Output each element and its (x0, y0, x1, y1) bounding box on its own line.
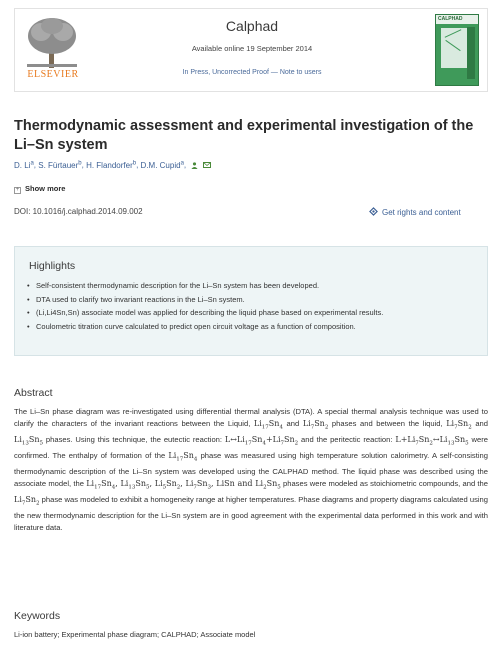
email-icon[interactable] (203, 162, 211, 168)
get-rights-link[interactable]: Get rights and content (369, 207, 461, 217)
plus-icon: + (15, 187, 20, 193)
journal-cover-image[interactable] (435, 14, 479, 86)
journal-title[interactable]: Calphad (225, 18, 279, 34)
author-link[interactable]: H. Flandorfer$^b$ (86, 160, 137, 170)
person-icon[interactable] (191, 162, 198, 169)
article-title: Thermodynamic assessment and experimental investigation of the Li–Sn system (14, 118, 474, 153)
available-online-date: Available online 19 September 2014 (191, 44, 313, 53)
in-press-link[interactable]: In Press, Uncorrected Proof (182, 69, 269, 76)
highlights-list (27, 280, 479, 334)
rights-icon (369, 207, 378, 216)
publisher-name: ELSEVIER (27, 69, 79, 80)
cover-panel (441, 28, 467, 68)
author-link[interactable]: D. Li$^a$ (14, 160, 34, 170)
cover-label: CALPHAD (438, 16, 463, 22)
cover-strip (467, 27, 475, 79)
author-list: D. Li$^a$, S. Fürtauer$^b$, H. Flandorfer$^b$, D.M. Cupid$^a$, (14, 160, 488, 170)
note-to-users-link[interactable]: Note to users (279, 69, 322, 76)
abstract-text: The Li–Sn phase diagram was re-investigated using differential thermal analysis (DTA). A special thermal analysis technique was used to clarify the characters of the invariant reactions between the Liquid, $Li_{17}Sn_4$ and $Li_7Sn_2$ phases and between the liquid, $Li_7Sn_2$ and $Li_{13}Sn_5$ phases. Using this technique, the eutectic reaction: $L\leftrightarrow Li_{17}Sn_4+Li_7Sn_2$ and the peritectic reaction: $L+Li_7Sn_2\leftrightarrow Li_{13}Sn_5$ were confirmed. The enthalpy of formation of the $Li_{17}Sn_4$ phase was measured using high temperature solution calorimetry. A self-consisting thermodynamic description of the Li–Sn system was developed using the CALPHAD method. The liquid phase was described using the associate model, the $Li_{17}Sn_4$, $Li_{13}Sn_5$, $Li_5Sn_2$, $Li_7Sn_3$, LiSn and $Li_2Sn_5$ phases were modeled as stoichiometric compounds, and the $Li_7Sn_2$ phase was modeled to exhibit a homogeneity range at higher temperatures. Phase diagrams and property diagrams calculated using the new thermodynamic description for the Li–Sn system are in good agreement with the experimental data performed in this work and with literature data. (14, 407, 488, 533)
abstract-heading: Abstract (14, 387, 53, 399)
highlight-item: • DTA used to clarify two invariant reactions in the Li–Sn system. (27, 294, 479, 306)
separator: — (268, 69, 280, 76)
highlights-section (14, 246, 488, 356)
highlight-item: • (Li,Li4Sn,Sn) associate model was applied for describing the liquid phase based on experimental results. (27, 307, 479, 319)
author-link[interactable]: S. Fürtauer$^b$ (38, 160, 82, 170)
show-more-button[interactable]: + Show more (15, 184, 66, 193)
doi-link[interactable]: DOI: 10.1016/j.calphad.2014.09.002 (14, 207, 143, 216)
highlights-heading: Highlights (29, 260, 76, 272)
journal-header (14, 8, 488, 92)
highlight-item: • Self-consistent thermodynamic description for the Li–Sn system has been developed. (27, 280, 479, 292)
author-link[interactable]: D.M. Cupid$^a$ (140, 160, 184, 170)
keywords-list: Li-ion battery; Experimental phase diagram; CALPHAD; Associate model (14, 630, 256, 639)
keywords-heading: Keywords (14, 610, 61, 622)
in-press-line (15, 69, 489, 76)
highlight-item: • Coulometric titration curve calculated to predict open circuit voltage as a function of composition. (27, 321, 479, 333)
